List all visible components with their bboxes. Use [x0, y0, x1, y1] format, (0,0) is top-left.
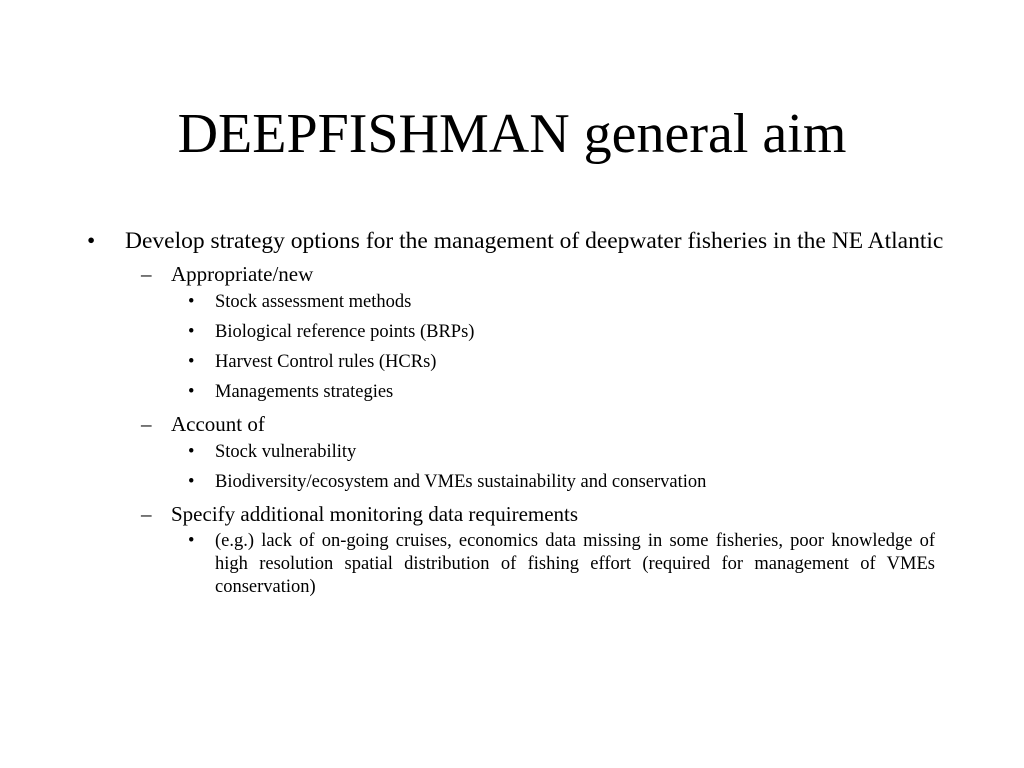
- bullet-level1: [0, 226, 945, 257]
- bullet-level2: [0, 260, 951, 288]
- bullet-text: Harvest Control rules (HCRs): [215, 352, 437, 372]
- bullet-marker: •: [188, 531, 195, 551]
- bullet-level3: [0, 320, 935, 345]
- bullet-text: Stock assessment methods: [215, 292, 412, 312]
- bullet-marker: •: [87, 228, 96, 254]
- bullet-level3: [0, 440, 935, 465]
- bullet-marker: •: [188, 352, 195, 372]
- bullet-marker: •: [188, 292, 195, 312]
- bullet-text: Stock vulnerability: [215, 442, 357, 462]
- bullet-text: Biological reference points (BRPs): [215, 322, 475, 342]
- bullet-text: Biodiversity/ecosystem and VMEs sustainability and conservation: [215, 472, 707, 492]
- bullet-marker: •: [188, 382, 195, 402]
- bullet-text: Develop strategy options for the management of deepwater fisheries in the NE Atlantic: [125, 228, 944, 254]
- bullet-text: (e.g.) lack of on-going cruises, economics data missing in some fisheries, poor knowledge of high resolution spatial distribution of fishing effort (required for management of VMEs conservation): [215, 531, 935, 597]
- bullet-level2: [0, 410, 951, 438]
- bullet-level3: [0, 350, 935, 375]
- bullet-level3: [0, 470, 935, 495]
- bullet-level3: [0, 380, 935, 405]
- bullet-marker: •: [188, 442, 195, 462]
- bullet-level3: [0, 290, 935, 315]
- bullet-level3: [0, 530, 935, 599]
- bullet-marker: •: [188, 322, 195, 342]
- bullet-level2: [0, 500, 951, 528]
- bullet-text: Managements strategies: [215, 382, 394, 402]
- dash-marker: –: [141, 262, 152, 286]
- bullet-text: Account of: [171, 412, 265, 436]
- bullet-text: Appropriate/new: [171, 262, 314, 286]
- slide-body: [0, 226, 1024, 605]
- bullet-marker: •: [188, 472, 195, 492]
- slide-title: DEEPFISHMAN general aim: [177, 103, 847, 165]
- dash-marker: –: [141, 412, 152, 436]
- dash-marker: –: [141, 502, 152, 526]
- bullet-text: Specify additional monitoring data requirements: [171, 502, 579, 526]
